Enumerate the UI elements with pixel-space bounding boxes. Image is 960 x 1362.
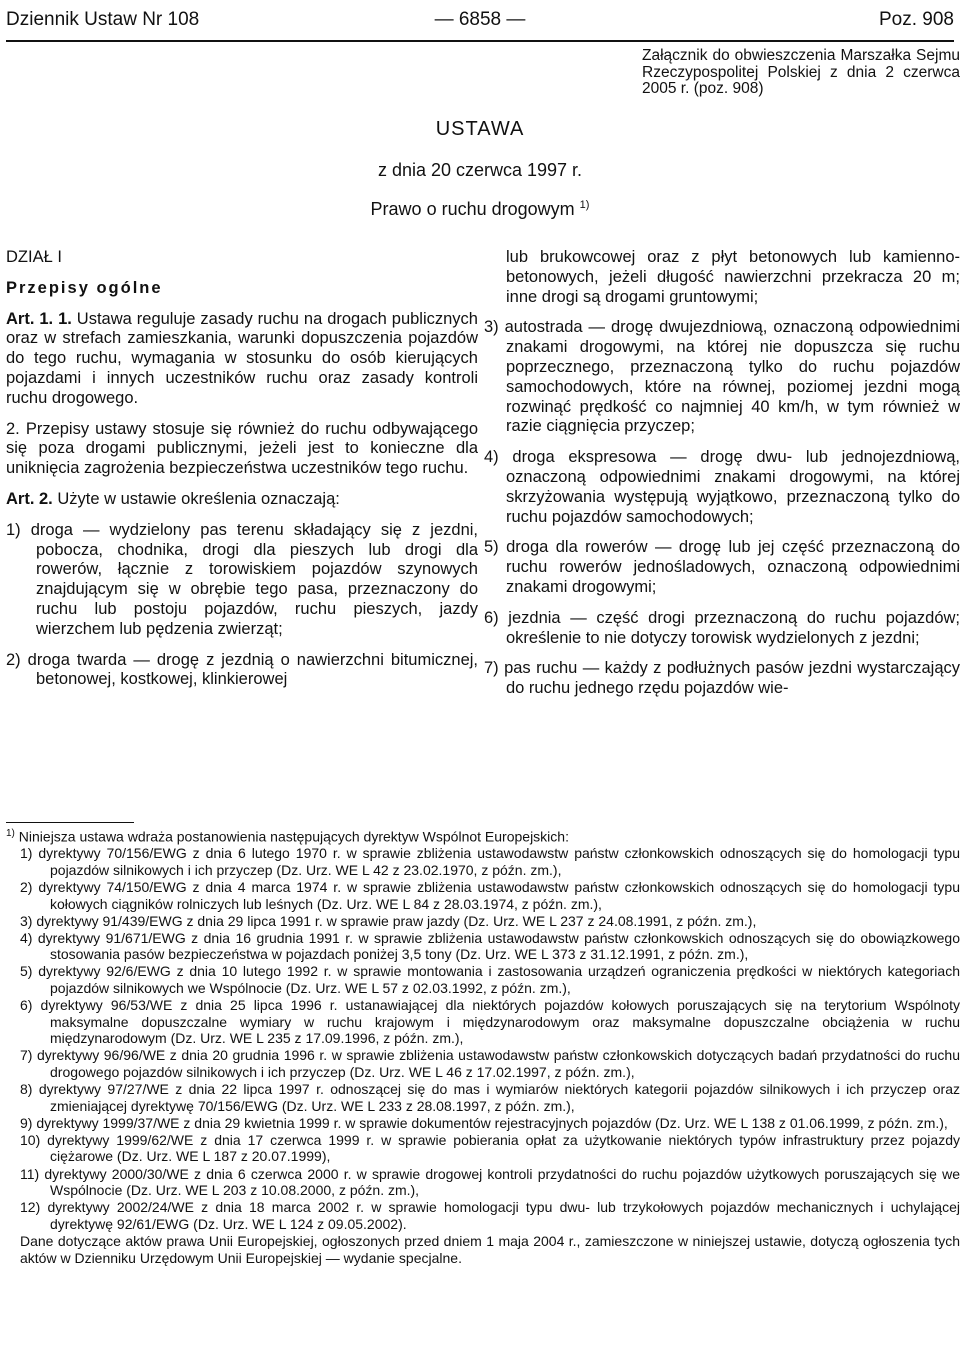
footnote-item: 8) dyrektywy 97/27/WE z dnia 22 lipca 1997 r. odnoszącej się do mas i wymiarów niektórych kategorii pojazdów silnikowych i ich przyczep oraz zmieniającej dyrektywę 70/156/EWG (Dz. Urz. WE L 233 z 28.08.1997, z późn. zm.), <box>20 1081 960 1114</box>
act-type: USTAWA <box>435 118 525 140</box>
art2-intro <box>6 490 478 510</box>
page-number: — 6858 — <box>434 9 526 30</box>
footnote-item: 5) dyrektywy 92/6/EWG z dnia 10 lutego 1992 r. w sprawie montowania i zastosowania urządzeń ograniczenia prędkości w niektórych kategoriach pojazdów silnikowych we Wspólnocie (Dz. Urz. WE L 57 z 02.03.1992, z późn. zm.), <box>20 963 960 996</box>
act-name-text: Prawo o ruchu drogowym <box>370 199 575 219</box>
footnote-item: 3) dyrektywy 91/439/EWG z dnia 29 lipca 1991 r. w sprawie praw jazdy (Dz. Urz. WE L 237 z 24.08.1991, z późn. zm.), <box>20 912 757 929</box>
footnote-item: 6) dyrektywy 96/53/WE z dnia 25 lipca 1996 r. ustanawiającej dla niektórych pojazdów kołowych poruszających się na terytorium Wspólnoty maksymalne dopuszczalne wymiary w ruchu krajowym i międzynarodowym oraz maksymalne dopuszczalne obciążenia w ruchu międzynarodowym (Dz. Urz. WE L 235 z 17.09.1996, z późn. zm.), <box>20 997 960 1047</box>
footnote-item: 4) dyrektywy 91/671/EWG z dnia 16 grudnia 1991 r. w sprawie zbliżenia ustawodawstw państw członkowskich odnoszących się do obowiązkowego stosowania pasów bezpieczeństwa w pojazdach poniżej 3,5 tony (Dz. Urz. WE L 373 z 31.12.1991, z późn. zm.), <box>20 929 960 963</box>
art2-item: 2) droga twarda — drogę z jezdnią o nawierzchni bitumicznej, betonowej, kostkowej, klinkierowej <box>6 650 478 689</box>
art1-label: Art. 1. 1. <box>6 309 72 328</box>
art1-para2-label: 2. <box>6 419 20 438</box>
art2-item: 7) pas ruchu — każdy z podłużnych pasów jezdni wystarczający do ruchu jednego rzędu pojazdów wie- <box>484 659 960 698</box>
footnote-item: 7) dyrektywy 96/96/WE z dnia 20 grudnia 1996 r. w sprawie zbliżenia ustawodawstw państw członkowskich dotyczących badań przydatności do ruchu drogowego pojazdów silnikowych i ich przyczep (Dz. Urz. WE L 46 z 17.02.1997, z późn. zm.), <box>20 1047 960 1080</box>
footnotes <box>6 826 960 1266</box>
art2-item: 4) droga ekspresowa — drogę dwu- lub jednojezdniową, oznaczoną odpowiednimi znakami drogowymi, na której skrzyżowania występują wyjątkowo, przeznaczoną tylko do ruchu pojazdów samochodowych; <box>484 448 960 526</box>
right-column <box>484 248 960 818</box>
art2-item: 5) droga dla rowerów — drogę lub jej część przeznaczoną do ruchu rowerów jednośladowych, oznaczoną odpowiednimi znakami drogowymi; <box>484 538 960 596</box>
section-heading: Przepisy ogólne <box>6 278 163 297</box>
act-footnote-ref: 1) <box>579 199 590 211</box>
footnote-intro-text: Niniejsza ustawa wdraża postanowienia następujących dyrektyw Wspólnot Europejskich: <box>18 828 569 845</box>
art1-para2 <box>6 420 478 479</box>
footnote-item: 9) dyrektywy 1999/37/WE z dnia 29 kwietnia 1999 r. w sprawie dokumentów rejestracyjnych pojazdów (Dz. Urz. WE L 138 z 01.06.1999, z późn. zm.), <box>20 1114 948 1131</box>
art1-para1 <box>6 310 478 409</box>
annex-note: Załącznik do obwieszczenia Marszałka Sejmu Rzeczypospolitej Polskiej z dnia 2 czerwca 2005 r. (poz. 908) <box>642 47 960 97</box>
footnote-item: 12) dyrektywy 2002/24/WE z dnia 18 marca 2002 r. w sprawie homologacji typu dwu- lub trzykołowych pojazdów mechanicznych i uchylającej dyrektywę 92/61/EWG (Dz. Urz. WE L 124 z 09.05.2002). <box>20 1199 960 1232</box>
art2-item: 3) autostrada — drogę dwujezdniową, oznaczoną odpowiednimi znakami drogowymi, na której nie dopuszcza się ruchu poprzecznego, przeznaczoną tylko do ruchu pojazdów samochodowych, które na równej, poziomej jezdni mogą rozwinąć prędkość co najmniej 40 km/h, w tym również w razie ciągnięcia przyczep; <box>484 318 960 436</box>
left-column <box>6 248 478 818</box>
footnote-intro <box>6 826 960 845</box>
act-date: z dnia 20 czerwca 1997 r. <box>377 160 583 180</box>
art2-intro-text: Użyte w ustawie określenia oznaczają: <box>57 489 340 508</box>
art2-continuation: lub brukowcowej oraz z płyt betonowych lub kamienno-betonowych, jeżeli długość nawierzchni przekracza 20 m; inne drogi są drogami gruntowymi; <box>506 248 960 306</box>
section-label: DZIAŁ I <box>6 248 62 266</box>
footnote-marker: 1) <box>6 828 15 839</box>
footnote-item: 10) dyrektywy 1999/62/WE z dnia 17 czerwca 1999 r. w sprawie pobierania opłat za użytkowanie niektórych typów infrastruktury przez pojazdy ciężarowe (Dz. Urz. WE L 187 z 20.07.1999), <box>20 1131 960 1165</box>
footnote-item: 1) dyrektywy 70/156/EWG z dnia 6 lutego 1970 r. w sprawie zbliżenia ustawodawstw państw członkowskich odnoszących się do homologacji typu pojazdów silnikowych i ich przyczep (Dz. Urz. WE L 42 z 23.02.1970, z późn. zm.), <box>20 845 960 878</box>
act-name <box>0 199 960 220</box>
footnote-final-note: Dane dotyczące aktów prawa Unii Europejskiej, ogłoszonych przed dniem 1 maja 2004 r., zamieszczone w niniejszej ustawie, dotyczą ogłoszenia tych aktów w Dzienniku Urzędowym Unii Europejskiej — wydanie specjalne. <box>20 1232 960 1266</box>
art2-item: 1) droga — wydzielony pas terenu składający się z jezdni, pobocza, chodnika, drogi dla pieszych lub drogi dla rowerów, łącznie z torowiskiem pojazdów szynowych znajdującym się w obrębie tego pasa, przeznaczony do ruchu lub postoju pojazdów, ruchu pieszych, jazdy wierzchem lub pędzenia zwierząt; <box>6 520 478 638</box>
page-header <box>6 0 954 42</box>
footnote-item: 11) dyrektywy 2000/30/WE z dnia 6 czerwca 2000 r. w sprawie drogowej kontroli przydatności do ruchu pojazdów użytkowych poruszających się we Wspólnocie (Dz. Urz. WE L 203 z 10.08.2000, z późn. zm.), <box>20 1165 960 1199</box>
position-number: Poz. 908 <box>879 9 954 30</box>
art1-para1-text: Ustawa reguluje zasady ruchu na drogach publicznych oraz w strefach zamieszkania, warunki dopuszczenia pojazdów do tego ruchu, wymagania w stosunku do osób kierujących pojazdami i innych uczestników ruchu oraz zasady kontroli ruchu drogowego. <box>6 309 478 407</box>
art1-para2-text: Przepisy ustawy stosuje się również do ruchu odbywającego się poza drogami publicznymi, jeżeli jest to konieczne dla uniknięcia zagrożenia bezpieczeństwa uczestników tego ruchu. <box>6 419 478 478</box>
art2-label: Art. 2. <box>6 489 53 508</box>
journal-name: Dziennik Ustaw Nr 108 <box>6 9 200 30</box>
footnote-item: 2) dyrektywy 74/150/EWG z dnia 4 marca 1974 r. w sprawie zbliżenia ustawodawstw państw członkowskich odnoszących się do homologacji typu kołowych ciągników rolniczych lub leśnych (Dz. Urz. WE L 84 z 28.03.1974, z późn. zm.), <box>20 878 960 912</box>
art2-item: 6) jezdnia — część drogi przeznaczoną do ruchu pojazdów; określenie to nie dotyczy torowisk wydzielonych z jezdni; <box>484 608 960 647</box>
footnote-separator <box>6 822 134 823</box>
